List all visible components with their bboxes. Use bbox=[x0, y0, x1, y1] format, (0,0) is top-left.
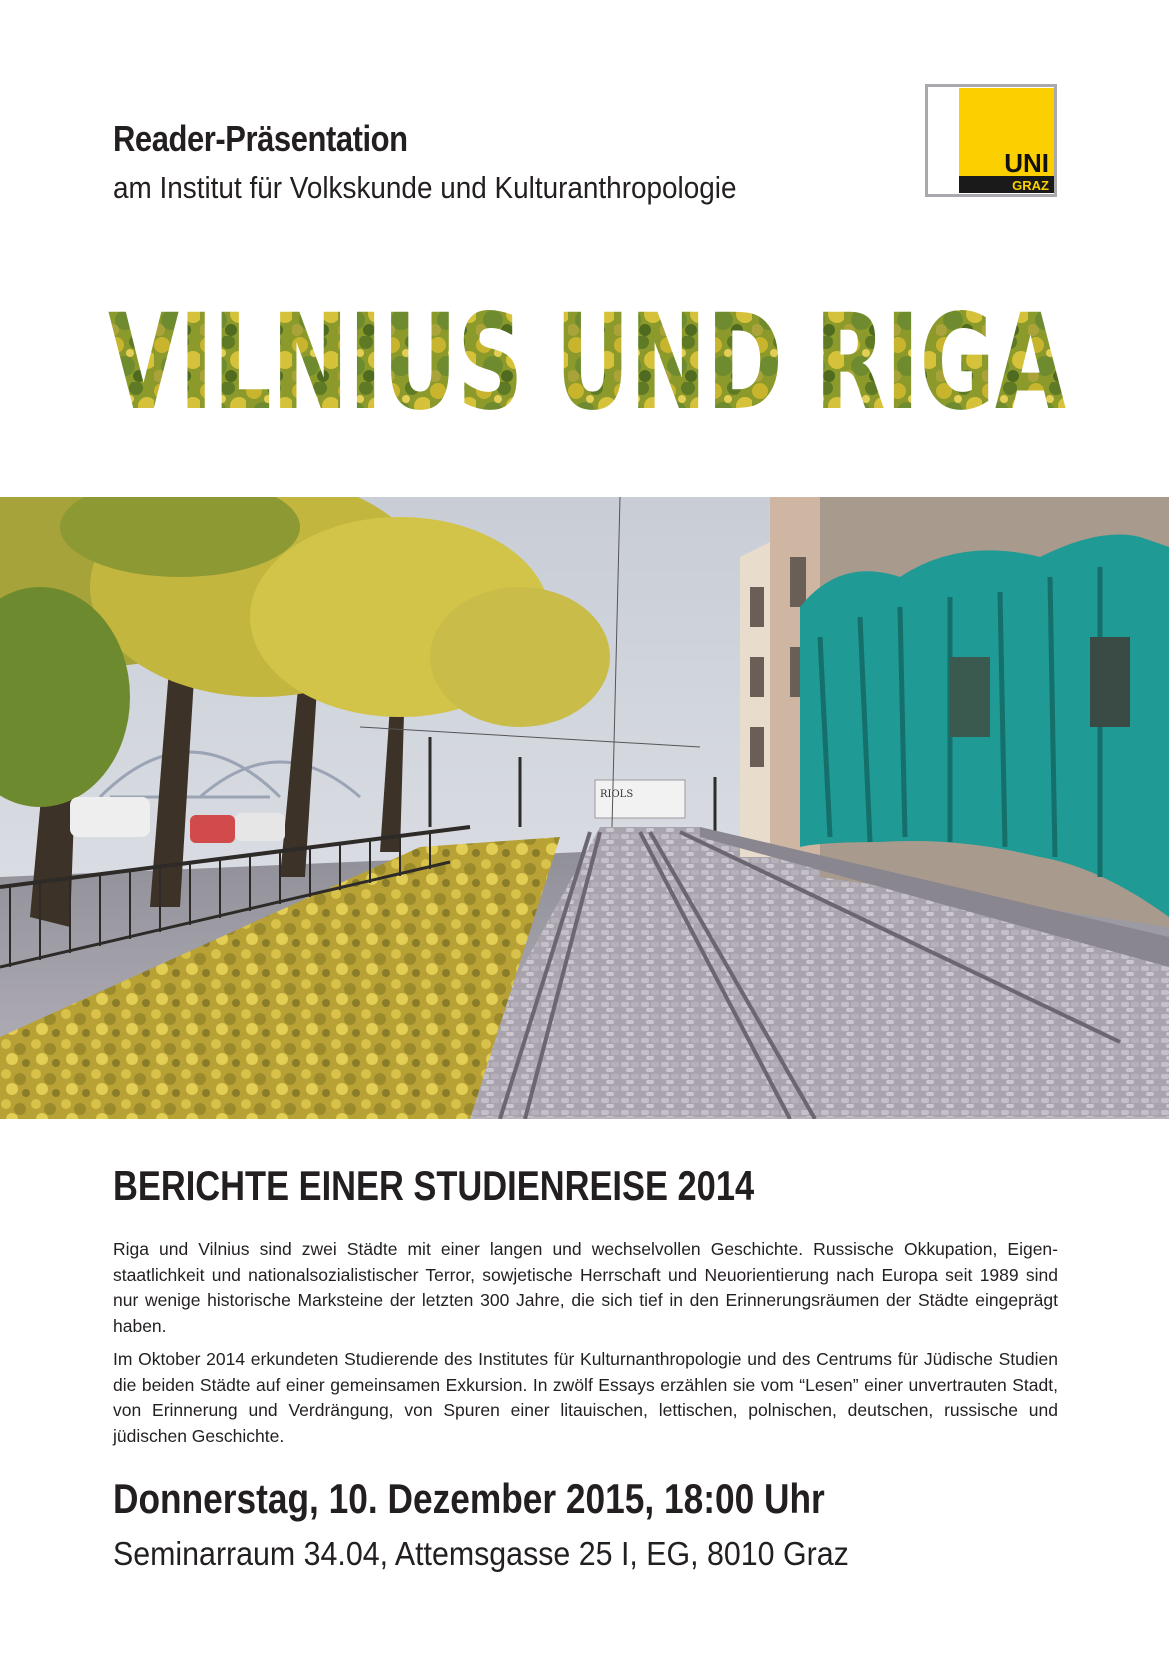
logo-graz-text: GRAZ bbox=[1012, 178, 1049, 193]
paragraph-1: Riga und Vilnius sind zwei Städte mit einer langen und wechselvollen Geschichte. Russische Okkupation, Eigen-staatlichkeit und nationalsozialistischer Terror, sowjetische Herrschaft und Neuorientierung nach Europa seit 1989 sind nur wenige historische Marksteine der letzten 300 Jahre, die sich tief in den Erinnerungsräumen der Städte eingeprägt haben. bbox=[113, 1239, 1058, 1336]
logo-uni-text: UNI bbox=[1004, 148, 1049, 178]
body-text bbox=[113, 1237, 1058, 1457]
header-subtitle: am Institut für Volkskunde und Kulturanthropologie bbox=[113, 170, 737, 205]
tram-street-photo bbox=[0, 497, 1169, 1119]
section-heading: BERICHTE EINER STUDIENREISE 2014 bbox=[113, 1162, 755, 1209]
event-date-time: Donnerstag, 10. Dezember 2015, 18:00 Uhr bbox=[113, 1475, 825, 1522]
event-location: Seminarraum 34.04, Attemsgasse 25 I, EG, 8010 Graz bbox=[113, 1535, 849, 1572]
header-title: Reader-Präsentation bbox=[113, 118, 408, 159]
main-title bbox=[108, 290, 1068, 420]
paragraph-2: Im Oktober 2014 erkundeten Studierende des Institutes für Kulturnanthropologie und des Centrums für Jüdische Studien die beiden Städte auf einer gemeinsamen Exkursion. In zwölf Essays erzählen sie vom “Lesen” einer unvertrauten Stadt, von Erinnerung und Verdrängung, von Spuren einer litauischen, lettischen, polnischen, deutschen, russische und jüdischen Geschichte. bbox=[113, 1349, 1058, 1446]
uni-graz-logo bbox=[925, 84, 1057, 197]
svg-text:RIOLS: RIOLS bbox=[600, 789, 634, 800]
svg-text:VILNIUS UND RIGA: VILNIUS UND RIGA bbox=[108, 290, 1066, 420]
